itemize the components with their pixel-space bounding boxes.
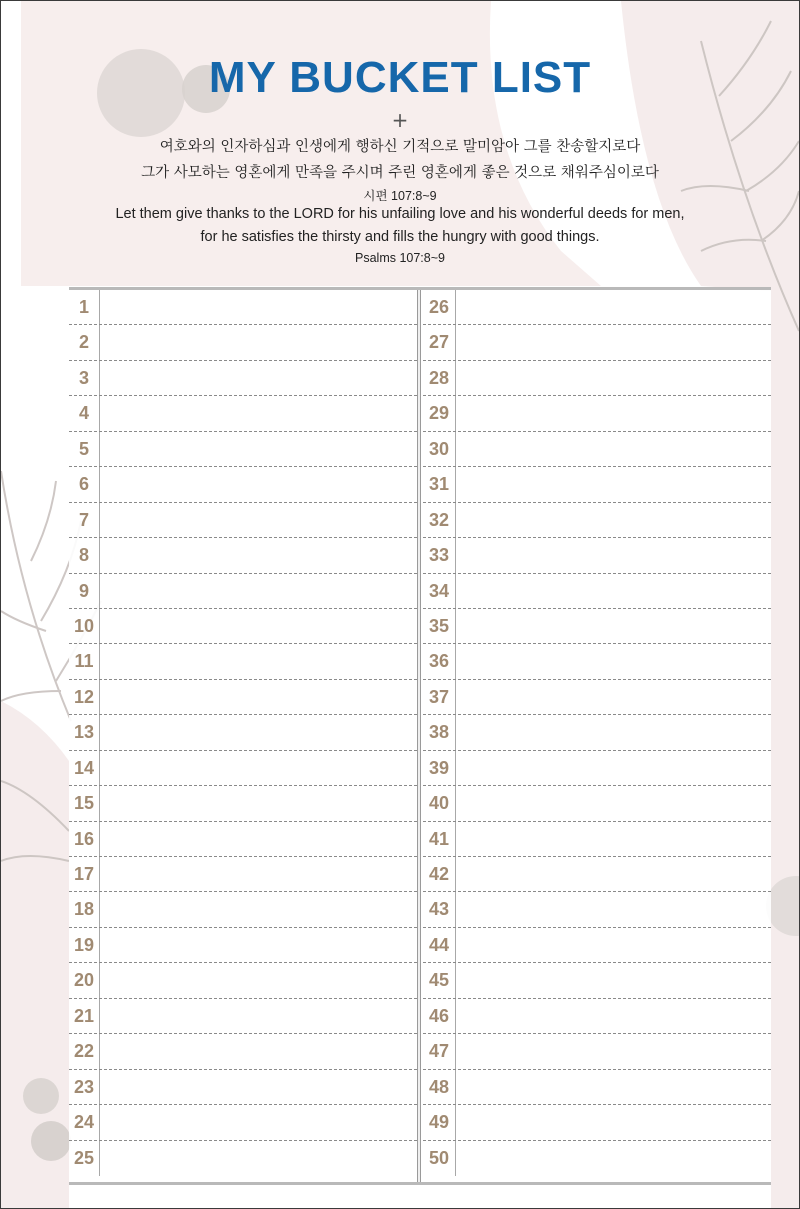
item-number: 2 xyxy=(69,325,100,359)
item-writing-line[interactable] xyxy=(100,467,417,501)
korean-verse-line-1: 여호와의 인자하심과 인생에게 행하신 기적으로 말미암아 그를 찬송할지로다 xyxy=(159,139,641,155)
item-writing-line[interactable] xyxy=(100,396,417,430)
item-number: 6 xyxy=(69,467,100,501)
item-writing-line[interactable] xyxy=(454,609,771,643)
item-number: 30 xyxy=(423,432,456,466)
item-writing-line[interactable] xyxy=(100,609,417,643)
list-item xyxy=(423,822,771,857)
item-writing-line[interactable] xyxy=(454,892,771,926)
list-item xyxy=(69,396,417,431)
item-number: 22 xyxy=(69,1034,100,1068)
item-number: 40 xyxy=(423,786,456,820)
item-number: 11 xyxy=(69,644,100,678)
list-item xyxy=(423,1034,771,1069)
list-item xyxy=(69,1141,417,1176)
list-item xyxy=(69,892,417,927)
bucket-list-column-left xyxy=(69,290,417,1182)
list-item xyxy=(423,751,771,786)
bucket-list-table xyxy=(69,287,771,1185)
item-number: 36 xyxy=(423,644,456,678)
item-number: 46 xyxy=(423,999,456,1033)
item-writing-line[interactable] xyxy=(454,928,771,962)
item-number: 5 xyxy=(69,432,100,466)
list-item xyxy=(69,963,417,998)
item-writing-line[interactable] xyxy=(100,786,417,820)
item-number: 13 xyxy=(69,715,100,749)
item-writing-line[interactable] xyxy=(100,1034,417,1068)
list-item xyxy=(69,609,417,644)
list-item xyxy=(69,715,417,750)
list-item xyxy=(69,467,417,502)
item-number: 10 xyxy=(69,609,100,643)
item-writing-line[interactable] xyxy=(454,999,771,1033)
item-writing-line[interactable] xyxy=(454,1070,771,1104)
item-number: 26 xyxy=(423,290,456,324)
item-writing-line[interactable] xyxy=(454,715,771,749)
english-verse-line-2: for he satisfies the thirsty and fills the hungry with good things. xyxy=(200,229,600,245)
item-writing-line[interactable] xyxy=(454,574,771,608)
list-item xyxy=(423,1141,771,1176)
item-writing-line[interactable] xyxy=(454,396,771,430)
item-number: 35 xyxy=(423,609,456,643)
item-number: 8 xyxy=(69,538,100,572)
page-title: MY BUCKET LIST xyxy=(208,53,592,102)
item-writing-line[interactable] xyxy=(454,680,771,714)
item-writing-line[interactable] xyxy=(454,786,771,820)
list-item xyxy=(69,1070,417,1105)
list-item xyxy=(423,1105,771,1140)
item-writing-line[interactable] xyxy=(454,432,771,466)
item-number: 49 xyxy=(423,1105,456,1139)
item-number: 32 xyxy=(423,503,456,537)
item-writing-line[interactable] xyxy=(454,963,771,997)
item-number: 50 xyxy=(423,1141,456,1176)
item-writing-line[interactable] xyxy=(454,822,771,856)
list-item xyxy=(423,1070,771,1105)
list-item xyxy=(423,715,771,750)
item-number: 29 xyxy=(423,396,456,430)
list-item xyxy=(69,290,417,325)
list-item xyxy=(423,467,771,502)
list-item xyxy=(423,538,771,573)
item-writing-line[interactable] xyxy=(100,999,417,1033)
list-item xyxy=(423,325,771,360)
item-writing-line[interactable] xyxy=(100,1070,417,1104)
item-number: 38 xyxy=(423,715,456,749)
item-writing-line[interactable] xyxy=(100,538,417,572)
list-item xyxy=(423,574,771,609)
item-number: 44 xyxy=(423,928,456,962)
item-writing-line[interactable] xyxy=(100,432,417,466)
list-item xyxy=(69,432,417,467)
item-number: 48 xyxy=(423,1070,456,1104)
item-number: 24 xyxy=(69,1105,100,1139)
item-writing-line[interactable] xyxy=(454,325,771,359)
list-item xyxy=(69,928,417,963)
english-verse-line-1: Let them give thanks to the LORD for his unfailing love and his wonderful deeds for men, xyxy=(115,206,685,222)
item-writing-line[interactable] xyxy=(100,751,417,785)
list-item xyxy=(423,396,771,431)
item-number: 15 xyxy=(69,786,100,820)
item-writing-line[interactable] xyxy=(454,1141,771,1176)
item-number: 47 xyxy=(423,1034,456,1068)
item-writing-line[interactable] xyxy=(100,361,417,395)
item-number: 33 xyxy=(423,538,456,572)
english-verse-reference: Psalms 107:8~9 xyxy=(355,251,445,265)
item-number: 20 xyxy=(69,963,100,997)
item-writing-line[interactable] xyxy=(100,822,417,856)
item-writing-line[interactable] xyxy=(454,1034,771,1068)
list-item xyxy=(423,928,771,963)
item-writing-line[interactable] xyxy=(454,857,771,891)
item-writing-line[interactable] xyxy=(100,715,417,749)
list-item xyxy=(69,1034,417,1069)
item-writing-line[interactable] xyxy=(100,680,417,714)
item-number: 9 xyxy=(69,574,100,608)
item-writing-line[interactable] xyxy=(100,574,417,608)
column-divider xyxy=(417,290,421,1182)
korean-verse-line-2: 그가 사모하는 영혼에게 만족을 주시며 주린 영혼에게 좋은 것으로 채워주심이로다 xyxy=(141,165,659,181)
list-item xyxy=(69,680,417,715)
list-item xyxy=(423,963,771,998)
item-writing-line[interactable] xyxy=(454,751,771,785)
item-writing-line[interactable] xyxy=(100,290,417,324)
item-number: 28 xyxy=(423,361,456,395)
list-item xyxy=(69,822,417,857)
list-item xyxy=(69,751,417,786)
item-number: 31 xyxy=(423,467,456,501)
item-number: 43 xyxy=(423,892,456,926)
item-writing-line[interactable] xyxy=(100,892,417,926)
list-item xyxy=(423,680,771,715)
list-item xyxy=(423,857,771,892)
item-number: 39 xyxy=(423,751,456,785)
list-item xyxy=(69,538,417,573)
item-number: 4 xyxy=(69,396,100,430)
item-number: 17 xyxy=(69,857,100,891)
list-item xyxy=(423,609,771,644)
list-item xyxy=(423,503,771,538)
item-writing-line[interactable] xyxy=(454,538,771,572)
list-item xyxy=(423,361,771,396)
item-number: 37 xyxy=(423,680,456,714)
item-writing-line[interactable] xyxy=(454,1105,771,1139)
list-item xyxy=(69,1105,417,1140)
item-writing-line[interactable] xyxy=(454,644,771,678)
item-number: 12 xyxy=(69,680,100,714)
item-writing-line[interactable] xyxy=(100,1141,417,1176)
list-item xyxy=(69,325,417,360)
item-number: 19 xyxy=(69,928,100,962)
item-number: 16 xyxy=(69,822,100,856)
item-writing-line[interactable] xyxy=(100,963,417,997)
item-writing-line[interactable] xyxy=(100,644,417,678)
item-writing-line[interactable] xyxy=(100,928,417,962)
item-number: 3 xyxy=(69,361,100,395)
item-number: 27 xyxy=(423,325,456,359)
list-item xyxy=(423,644,771,679)
list-item xyxy=(69,574,417,609)
list-item xyxy=(69,361,417,396)
list-item xyxy=(69,857,417,892)
item-number: 45 xyxy=(423,963,456,997)
item-number: 23 xyxy=(69,1070,100,1104)
plus-divider-icon: + xyxy=(391,108,409,132)
item-number: 7 xyxy=(69,503,100,537)
list-item xyxy=(423,892,771,927)
item-number: 14 xyxy=(69,751,100,785)
item-writing-line[interactable] xyxy=(100,325,417,359)
list-item xyxy=(423,432,771,467)
list-item xyxy=(69,644,417,679)
list-item xyxy=(69,786,417,821)
item-writing-line[interactable] xyxy=(100,857,417,891)
list-item xyxy=(423,786,771,821)
bucket-list-column-right xyxy=(423,290,771,1182)
item-number: 25 xyxy=(69,1141,100,1176)
item-writing-line[interactable] xyxy=(100,503,417,537)
item-number: 18 xyxy=(69,892,100,926)
item-writing-line[interactable] xyxy=(454,467,771,501)
list-item xyxy=(69,999,417,1034)
list-item xyxy=(69,503,417,538)
item-writing-line[interactable] xyxy=(454,503,771,537)
item-number: 41 xyxy=(423,822,456,856)
item-writing-line[interactable] xyxy=(100,1105,417,1139)
item-writing-line[interactable] xyxy=(454,361,771,395)
korean-verse-reference: 시편 107:8~9 xyxy=(363,189,437,203)
list-item xyxy=(423,290,771,325)
list-item xyxy=(423,999,771,1034)
item-number: 21 xyxy=(69,999,100,1033)
item-writing-line[interactable] xyxy=(454,290,771,324)
item-number: 42 xyxy=(423,857,456,891)
item-number: 1 xyxy=(69,290,100,324)
item-number: 34 xyxy=(423,574,456,608)
